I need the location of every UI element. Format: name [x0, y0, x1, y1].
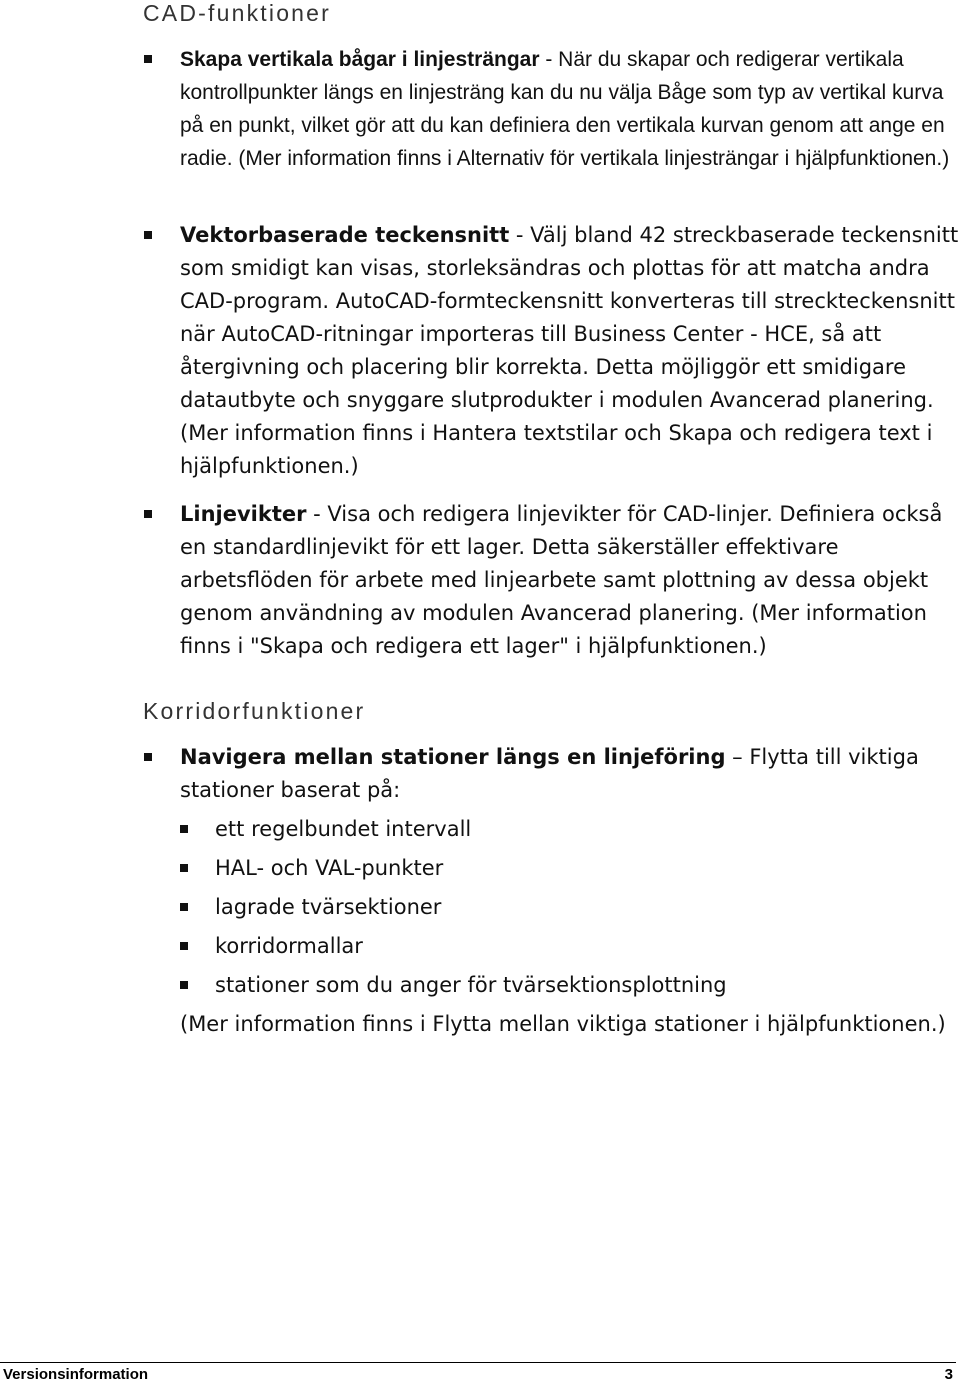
list-item [0, 498, 960, 663]
feature-term: Navigera mellan stationer längs en linjeföring [180, 745, 726, 769]
bullet-square-icon [144, 231, 152, 239]
section-heading-cad: CAD-funktioner [143, 0, 332, 26]
sub-list-item: ett regelbundet intervall [180, 813, 960, 846]
list-item [0, 219, 960, 483]
feature-term: Linjevikter [180, 502, 307, 526]
feature-description: - Visa och redigera linjevikter för CAD-linjer. Definiera också en standardlinjevikt för ett lager. Detta säkerställer effektivare arbetsflöden för arbete med linjearbete samt plottning av dessa objekt genom användning av modulen Avancerad planering. (Mer information finns i "Skapa och redigera ett lager" i hjälpfunktionen.) [180, 502, 943, 658]
bullet-square-icon [180, 864, 188, 872]
station-options-list [180, 813, 960, 1002]
bullet-square-icon [180, 825, 188, 833]
page-number: 3 [944, 1366, 953, 1383]
bullet-square-icon [180, 981, 188, 989]
more-info-note: (Mer information finns i Flytta mellan viktiga stationer i hjälpfunktionen.) [180, 1012, 946, 1036]
bullet-square-icon [144, 55, 152, 63]
sub-list-item: stationer som du anger för tvärsektionsplottning [180, 969, 960, 1002]
feature-description: – Flytta till viktiga stationer baserat på: [180, 745, 919, 802]
list-item [0, 43, 960, 175]
cad-feature-list-2 [0, 219, 960, 483]
bullet-square-icon [180, 903, 188, 911]
bullet-square-icon [180, 942, 188, 950]
feature-description: - Välj bland 42 streckbaserade teckensnitt som smidigt kan visas, storleksändras och plottas för att matcha andra CAD-program. AutoCAD-formteckensnitt konverteras till streckteckensnitt när AutoCAD-ritningar importeras till Business Center - HCE, så att återgivning och placering blir korrekta. Detta möjliggör ett smidigare datautbyte och snyggare slutprodukter i modulen Avancerad planering. (Mer information finns i Hantera textstilar och Skapa och redigera text i hjälpfunktionen.) [180, 223, 959, 478]
feature-term: Skapa vertikala bågar i linjesträngar [180, 48, 540, 71]
feature-description: - När du skapar och redigerar vertikala kontrollpunkter längs en linjesträng kan du nu välja Båge som typ av vertikal kurva på en punkt, vilket gör att du kan definiera den vertikala kurvan genom att ange en radie. (Mer information finns i Alternativ för vertikala linjesträngar i hjälpfunktionen.) [180, 48, 950, 170]
bullet-square-icon [144, 510, 152, 518]
sub-list-item: korridormallar [180, 930, 960, 963]
cad-feature-list [0, 43, 960, 175]
sub-list-item: HAL- och VAL-punkter [180, 852, 960, 885]
footer-title: Versionsinformation [3, 1366, 149, 1383]
sub-list-item: lagrade tvärsektioner [180, 891, 960, 924]
feature-term: Vektorbaserade teckensnitt [180, 223, 510, 247]
section-heading-corridor: Korridorfunktioner [143, 698, 366, 724]
cad-feature-list-3 [0, 498, 960, 663]
corridor-feature-list [0, 741, 960, 1041]
page-footer [0, 1362, 956, 1383]
list-item [0, 741, 960, 1041]
bullet-square-icon [144, 753, 152, 761]
